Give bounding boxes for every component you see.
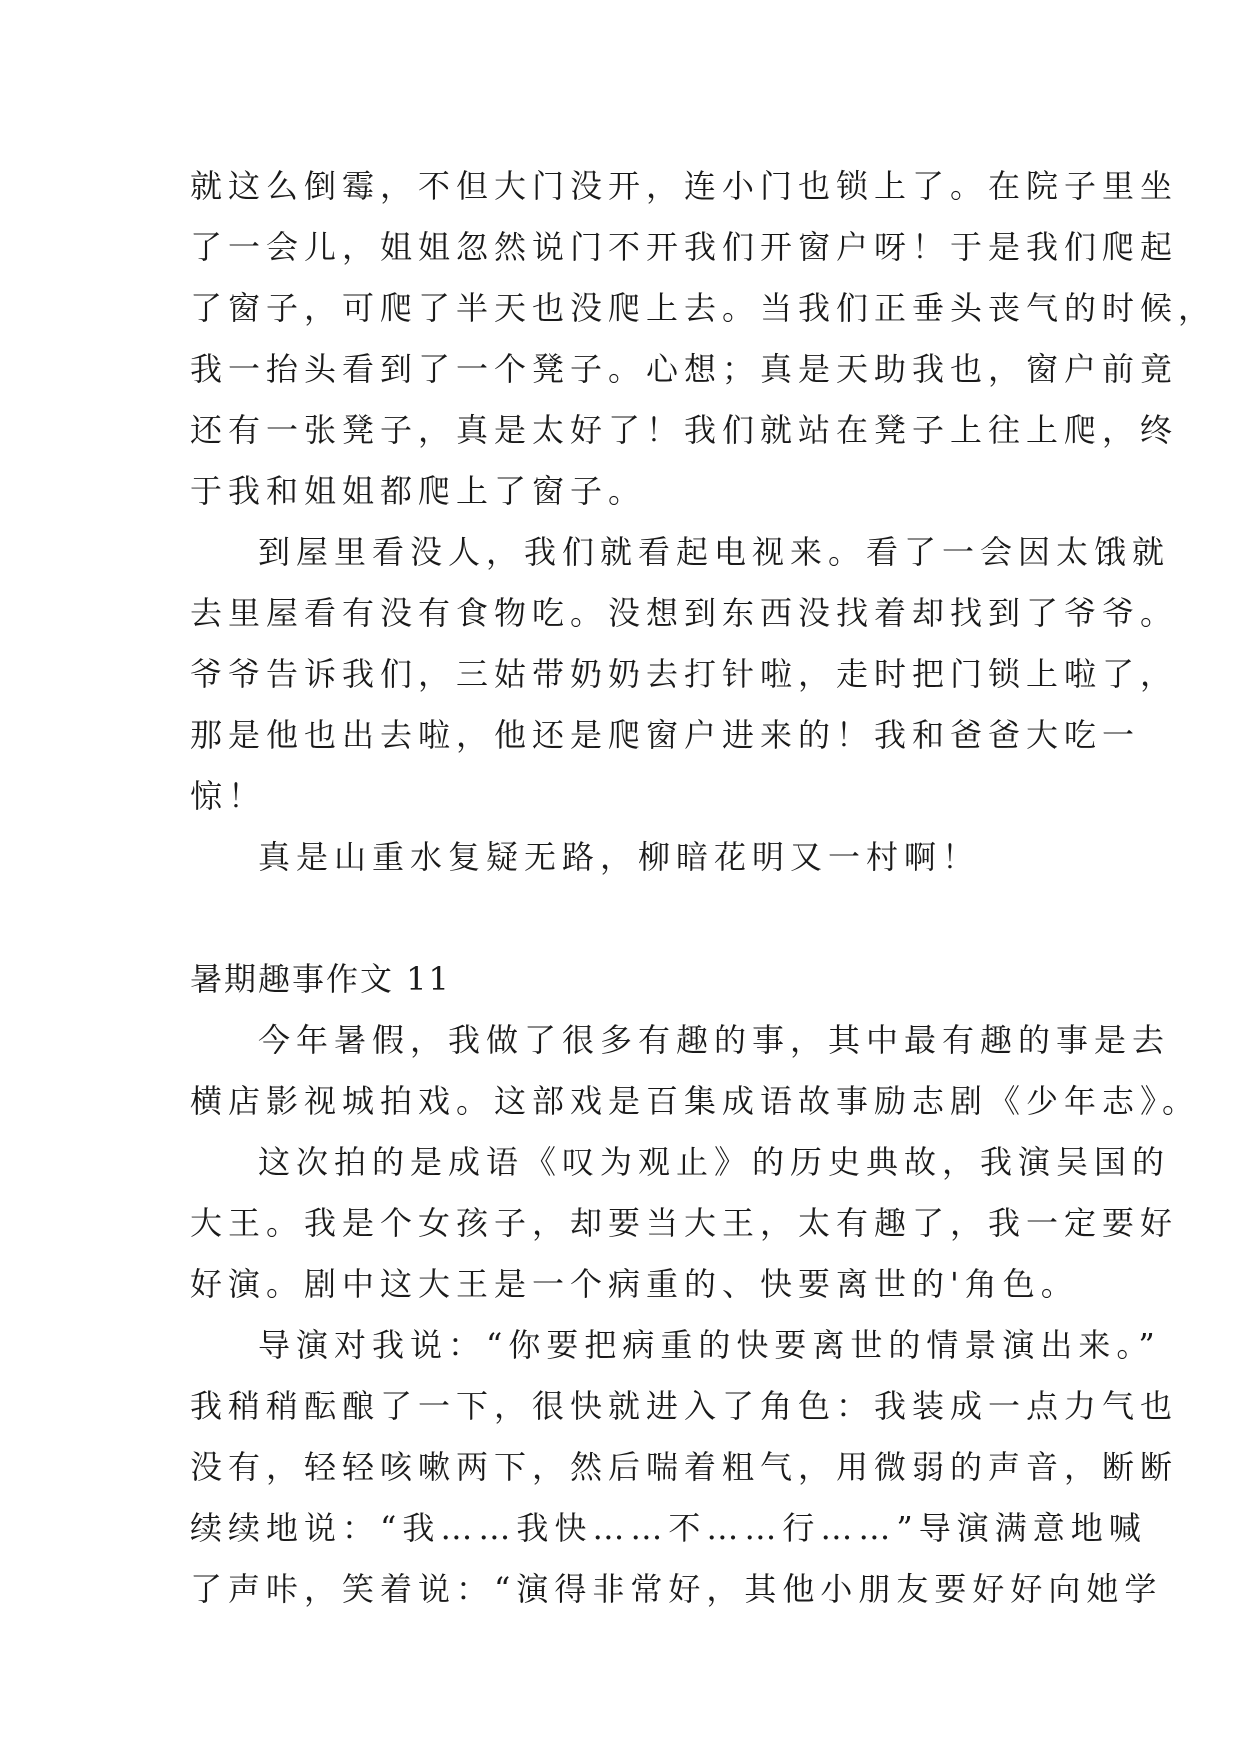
paragraph-1 — [190, 156, 1217, 522]
text-line: 这次拍的是成语《叹为观止》的历史典故，我演吴国的 — [258, 1143, 1171, 1181]
text-line: 惊！ — [190, 777, 267, 815]
text-line: 爷爷告诉我们，三姑带奶奶去打针啦，走时把门锁上啦了， — [190, 655, 1179, 693]
text-line: 好演。剧中这大王是一个病重的、快要离世的'角色。 — [190, 1265, 1079, 1303]
text-line: 导演对我说：“你要把病重的快要离世的情景演出来。” — [258, 1326, 1161, 1364]
text-line: 还有一张凳子，真是太好了！我们就站在凳子上往上爬，终 — [190, 411, 1179, 449]
text-line: 去里屋看有没有食物吃。没想到东西没找着却找到了爷爷。 — [190, 594, 1179, 632]
text-line: 今年暑假，我做了很多有趣的事，其中最有趣的事是去 — [258, 1021, 1171, 1059]
section-paragraph-2 — [190, 1132, 1179, 1315]
section-paragraph-1 — [190, 1010, 1201, 1132]
paragraph-2 — [190, 522, 1179, 827]
section-title: 暑期趣事作文 11 — [190, 960, 451, 998]
text-line: 我稍稍酝酿了一下，很快就进入了角色：我装成一点力气也 — [190, 1387, 1179, 1425]
text-line: 大王。我是个女孩子，却要当大王，太有趣了，我一定要好 — [190, 1204, 1179, 1242]
text-line: 到屋里看没人，我们就看起电视来。看了一会因太饿就 — [258, 533, 1171, 571]
text-line: 于我和姐姐都爬上了窗子。 — [190, 472, 647, 510]
spacer — [190, 888, 1070, 949]
text-line: 我一抬头看到了一个凳子。心想；真是天助我也，窗户前竟 — [190, 350, 1179, 388]
text-line: 真是山重水复疑无路，柳暗花明又一村啊！ — [258, 838, 981, 876]
text-line: 没有，轻轻咳嗽两下，然后喘着粗气，用微弱的声音，断断 — [190, 1448, 1179, 1486]
text-line: 了一会儿，姐姐忽然说门不开我们开窗户呀！于是我们爬起 — [190, 228, 1179, 266]
text-line: 续续地说：“我……我快……不……行……”导演满意地喊 — [190, 1509, 1147, 1547]
text-line: 就这么倒霉，不但大门没开，连小门也锁上了。在院子里坐 — [190, 167, 1179, 205]
section-paragraph-3 — [190, 1315, 1179, 1620]
text-line: 横店影视城拍戏。这部戏是百集成语故事励志剧《少年志》。 — [190, 1082, 1201, 1120]
text-line: 那是他也出去啦，他还是爬窗户进来的！我和爸爸大吃一 — [190, 716, 1141, 754]
text-line: 了声咔，笑着说：“演得非常好，其他小朋友要好好向她学 — [190, 1570, 1163, 1608]
text-line: 了窗子，可爬了半天也没爬上去。当我们正垂头丧气的时候， — [190, 289, 1217, 327]
paragraph-3 — [190, 827, 1070, 888]
document-body — [190, 156, 1217, 1620]
